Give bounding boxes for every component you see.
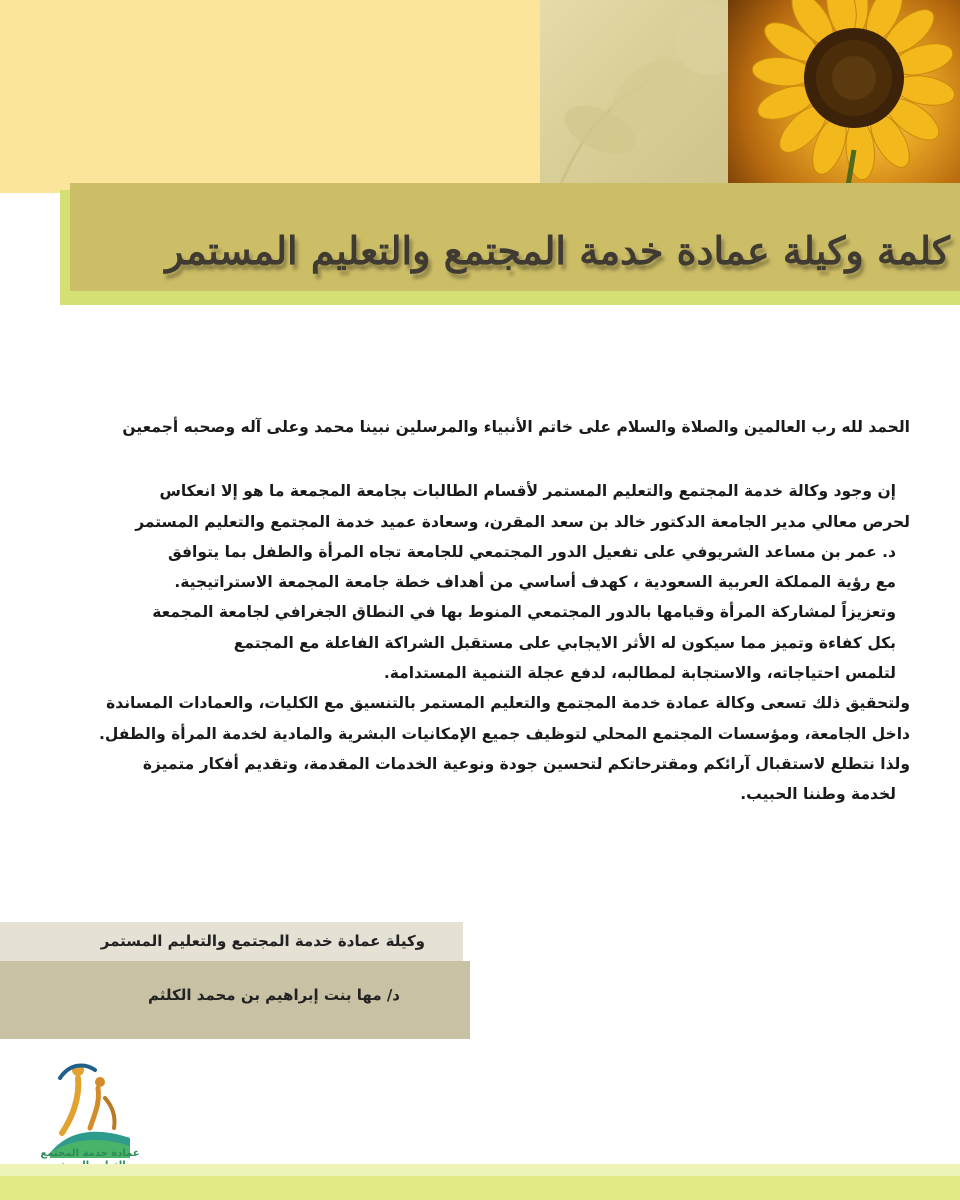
letter-line: د. عمر بن مساعد الشريوفي على تفعيل الدور المجتمعي للجامعة تجاه المرأة والطفل بما يتوافق	[167, 542, 896, 561]
letter-line: إن وجود وكالة خدمة المجتمع والتعليم المستمر لأقسام الطالبات بجامعة المجمعة ما هو إلا انعكاس	[159, 482, 896, 501]
faded-sunflower-image	[540, 0, 730, 186]
letter-line: ولتحقيق ذلك تسعى وكالة عمادة خدمة المجتمع والتعليم المستمر بالتنسيق مع الكليات، والعمادات المساندة	[106, 694, 910, 713]
logo-caption-line1: عمادة خدمة المجتمع	[40, 1148, 140, 1159]
letter-line: وتعزيزاً لمشاركة المرأة وقيامها بالدور المجتمعي المنوط بها في النطاق الجغرافي لجامعة المجمعة	[152, 603, 896, 622]
signature-position: وكيلة عمادة خدمة المجتمع والتعليم المستمر	[100, 932, 425, 950]
letter-line: ولذا نتطلع لاستقبال آرائكم ومقترحاتكم لتحسين جودة ونوعية الخدمات المقدمة، وتقديم أفكار متميزة	[142, 754, 910, 773]
sunflower-photo	[728, 0, 960, 186]
header-yellow-block	[0, 0, 545, 193]
letter-line: بكل كفاءة وتميز مما سيكون له الأثر الايجابي على مستقبل الشراكة الفاعلة مع المجتمع	[233, 633, 896, 652]
page-title: كلمة وكيلة عمادة خدمة المجتمع والتعليم المستمر	[165, 228, 950, 273]
letter-body	[80, 412, 910, 810]
letter-line: لتلمس احتياجاته، والاستجابة لمطالبه، لدفع عجلة التنمية المستدامة.	[383, 664, 896, 683]
footer-stripe	[0, 1176, 960, 1200]
letter-line: مع رؤية المملكة العربية السعودية ، كهدف أساسي من أهداف خطة جامعة المجمعة الاستراتيجية.	[174, 573, 896, 592]
letter-line: لحرص معالي مدير الجامعة الدكتور خالد بن سعد المقرن، وسعادة عميد خدمة المجتمع والتعليم المستمر	[135, 512, 910, 531]
letter-greeting: الحمد لله رب العالمين والصلاة والسلام على خاتم الأنبياء والمرسلين نبينا محمد وعلى آله وصحبه أجمعين	[122, 418, 910, 436]
letter-line: داخل الجامعة، ومؤسسات المجتمع المحلي لتوظيف جميع الإمكانيات البشرية والمادية لخدمة المرأة والطفل.	[99, 724, 910, 743]
signature-name: د/ مها بنت إبراهيم بن محمد الكلثم	[148, 986, 400, 1004]
letter-line: لخدمة وطننا الحبيب.	[740, 785, 896, 804]
paragraph-gap	[80, 442, 910, 476]
